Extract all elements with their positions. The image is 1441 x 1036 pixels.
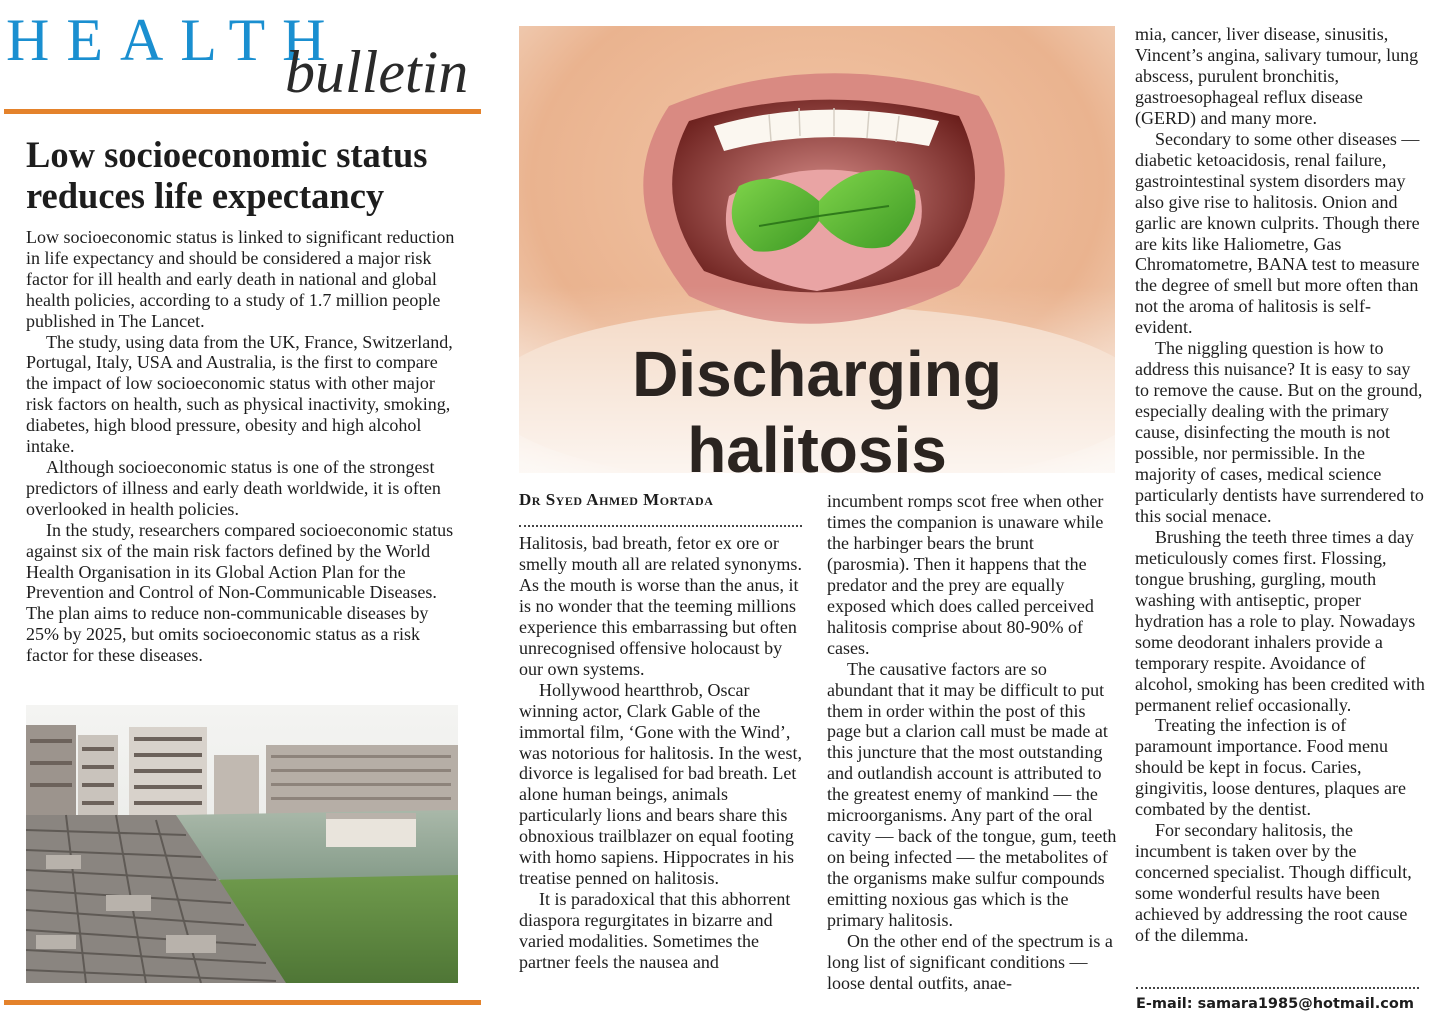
article-paragraph: Brushing the teeth three times a day meticulously comes first. Flossing, tongue brushing, gurgling, mouth washing with antiseptic, proper hydration has a role to play. Nowadays some deodorant inhalers provide a temporary respite. Avoidance of alcohol, smoking has been credited with permanent relief occasionally. bbox=[1135, 526, 1425, 715]
hero-mouth-image bbox=[519, 26, 1115, 473]
article-paragraph: On the other end of the spectrum is a long list of significant conditions — loose dental outfits, anae- bbox=[827, 931, 1113, 993]
article-paragraph: The niggling question is how to address this nuisance? It is easy to say to remove the cause. But on the ground, especially dealing with the primary cause, disinfecting the mouth is not possible, nor permissible. In the majority of cases, medical science particularly dentists have surrendered to this social menace. bbox=[1135, 338, 1424, 526]
hero-title-line2: halitosis bbox=[687, 414, 947, 473]
masthead-bulletin: bulletin bbox=[285, 39, 469, 105]
masthead bbox=[0, 0, 485, 118]
article-column-2 bbox=[827, 491, 1117, 994]
left-story-body bbox=[26, 227, 458, 666]
article-paragraph: Treating the infection is of paramount importance. Food menu should be kept in focus. Caries, gingivitis, loose dentures, plaques are combated by the dentist. bbox=[1135, 715, 1406, 820]
author-email: E-mail: samara1985@hotmail.com bbox=[1136, 996, 1414, 1012]
article-column-1 bbox=[519, 533, 809, 973]
article-paragraph: Hollywood heartthrob, Oscar winning actor, Clark Gable of the immortal film, ‘Gone with the Wind’, was notorious for halitosis. In the west, divorce is legalised for bad breath. Let alone human beings, animals particularly lions and bears share this obnoxious trailblazer on equal footing with homo sapiens. Hippocrates in his treatise penned on halitosis. bbox=[519, 679, 802, 889]
article-paragraph: For secondary halitosis, the incumbent is taken over by the concerned specialist. Though difficult, some wonderful results have been achieved by addressing the root cause of the dilemma. bbox=[1135, 820, 1412, 945]
slum-flood-photo bbox=[26, 705, 458, 983]
article-paragraph: The causative factors are so abundant that it may be difficult to put them in order within the post of this page but a clarion call must be made at this juncture that the most outstanding and outlandish account is attributed to the greatest enemy of mankind — the microorganisms. Any part of the oral cavity — back of the tongue, gum, teeth on being infected — the metabolites of the organisms make sulfur compounds emitting noxious gas which is the primary halitosis. bbox=[827, 658, 1117, 931]
byline-dotted-rule bbox=[519, 525, 802, 527]
masthead-health: HEALTH bbox=[6, 7, 343, 73]
left-paragraph: Although socioeconomic status is one of the strongest predictors of illness and early death worldwide, it is often overlooked in health policies. bbox=[26, 456, 441, 519]
hero-title-line1: Discharging bbox=[632, 338, 1002, 410]
article-byline: Dr Syed Ahmed Mortada bbox=[519, 490, 714, 509]
article-column-3 bbox=[1135, 24, 1425, 946]
article-paragraph: It is paradoxical that this abhorrent diaspora regurgitates in bizarre and varied modalities. Sometimes the partner feels the nausea and bbox=[519, 889, 791, 973]
hero-title bbox=[519, 336, 1115, 473]
article-paragraph: Secondary to some other diseases — diabetic ketoacidosis, renal failure, gastrointestinal system disorders may also give rise to halitosis. Onion and garlic are known culprits. Though there are kits like Haliometre, Gas Chromatometre, BANA test to measure the degree of smell but more often than not the aroma of halitosis is self-evident. bbox=[1135, 128, 1420, 338]
left-paragraph: The study, using data from the UK, France, Switzerland, Portugal, Italy, USA and Australia, is the first to compare the impact of low socioeconomic status with other major risk factors on health, such as physical inactivity, smoking, diabetes, high blood pressure, obesity and high alcohol intake. bbox=[26, 331, 453, 457]
article-paragraph: Halitosis, bad breath, fetor ex ore or smelly mouth all are related synonyms. As the mouth is worse than the anus, it is no wonder that the teeming millions experience this embarrassing but often unrecognised offensive holocaust by our own systems. bbox=[519, 533, 802, 679]
left-story-headline: Low socioeconomic status reduces life expectancy bbox=[26, 134, 428, 216]
article-paragraph: incumbent romps scot free when other times the companion is unaware while the harbinger bears the brunt (parosmia). Then it happens that the predator and the prey are equally exposed which does called perceived halitosis comprise about 80-90% of cases. bbox=[827, 491, 1104, 658]
article-paragraph: mia, cancer, liver disease, sinusitis, Vincent’s angina, salivary tumour, lung abscess, purulent bronchitis, gastroesophageal reflux disease (GERD) and many more. bbox=[1135, 24, 1419, 128]
orange-divider-top bbox=[4, 109, 481, 114]
email-dotted-rule bbox=[1136, 987, 1419, 989]
orange-divider-bottom bbox=[4, 1000, 481, 1005]
left-paragraph: In the study, researchers compared socioeconomic status against six of the main risk factors defined by the World Health Organisation in its Global Action Plan for the Prevention and Control of Non-Communicable Diseases. The plan aims to reduce non-communicable diseases by 25% by 2025, but omits socioeconomic status as a risk factor for these diseases. bbox=[26, 519, 454, 666]
left-paragraph: Low socioeconomic status is linked to significant reduction in life expectancy and should be considered a major risk factor for ill health and early death in national and global health policies, according to a study of 1.7 million people published in The Lancet. bbox=[26, 227, 455, 331]
